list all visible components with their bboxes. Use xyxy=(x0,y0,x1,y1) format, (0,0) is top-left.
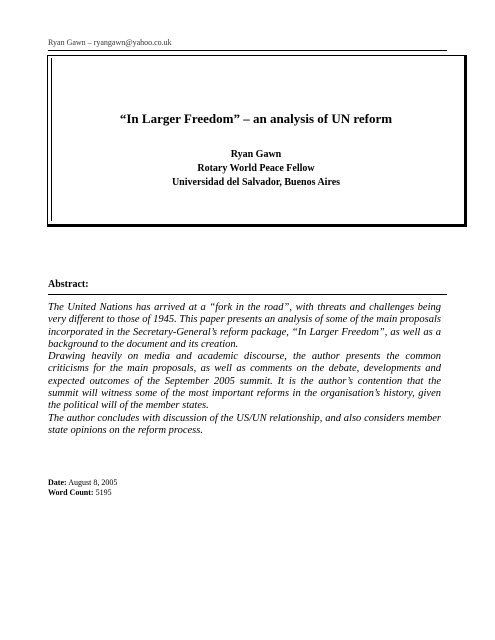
author-name: Ryan Gawn xyxy=(230,149,282,160)
running-header: Ryan Gawn – ryangawn@yahoo.co.uk xyxy=(48,38,172,47)
header-rule xyxy=(48,50,447,51)
date-line xyxy=(48,478,117,488)
wordcount-line xyxy=(48,488,117,498)
abstract-paragraph-1: The United Nations has arrived at a “fork in the road”, with threats and challenges being very different to those of 1945. This paper presents an analysis of some of the main proposals incorporated in the Secretary-General’s reform package, “In Larger Freedom”, as well as a background to the document and its creation. xyxy=(48,302,441,350)
abstract-paragraph-3: The author concludes with discussion of the US/UN relationship, and also considers member state opinions on the reform process. xyxy=(48,412,441,436)
document-meta xyxy=(48,478,117,498)
wordcount-value: 5195 xyxy=(95,488,112,497)
paper-title: “In Larger Freedom” – an analysis of UN reform xyxy=(119,111,393,126)
date-value: August 8, 2005 xyxy=(68,478,118,487)
abstract-paragraph-2: Drawing heavily on media and academic discourse, the author presents the common criticisms for the main proposals, as well as comments on the debate, developments and expected outcomes of the September 2005 summit. It is the author’s contention that the summit will witness some of the most important reforms in the organisation’s history, given the political will of the member states. xyxy=(48,351,441,412)
author-affiliation-2: Universidad del Salvador, Buenos Aires xyxy=(171,177,341,188)
abstract-heading: Abstract: xyxy=(48,279,89,290)
author-affiliation-1: Rotary World Peace Fellow xyxy=(197,163,315,174)
title-box xyxy=(47,55,467,227)
abstract-body xyxy=(48,302,441,437)
wordcount-label: Word Count: xyxy=(48,488,94,497)
abstract-rule xyxy=(48,294,447,295)
date-label: Date: xyxy=(48,478,67,487)
title-box-inner-line xyxy=(51,58,52,221)
author-block xyxy=(48,148,464,190)
